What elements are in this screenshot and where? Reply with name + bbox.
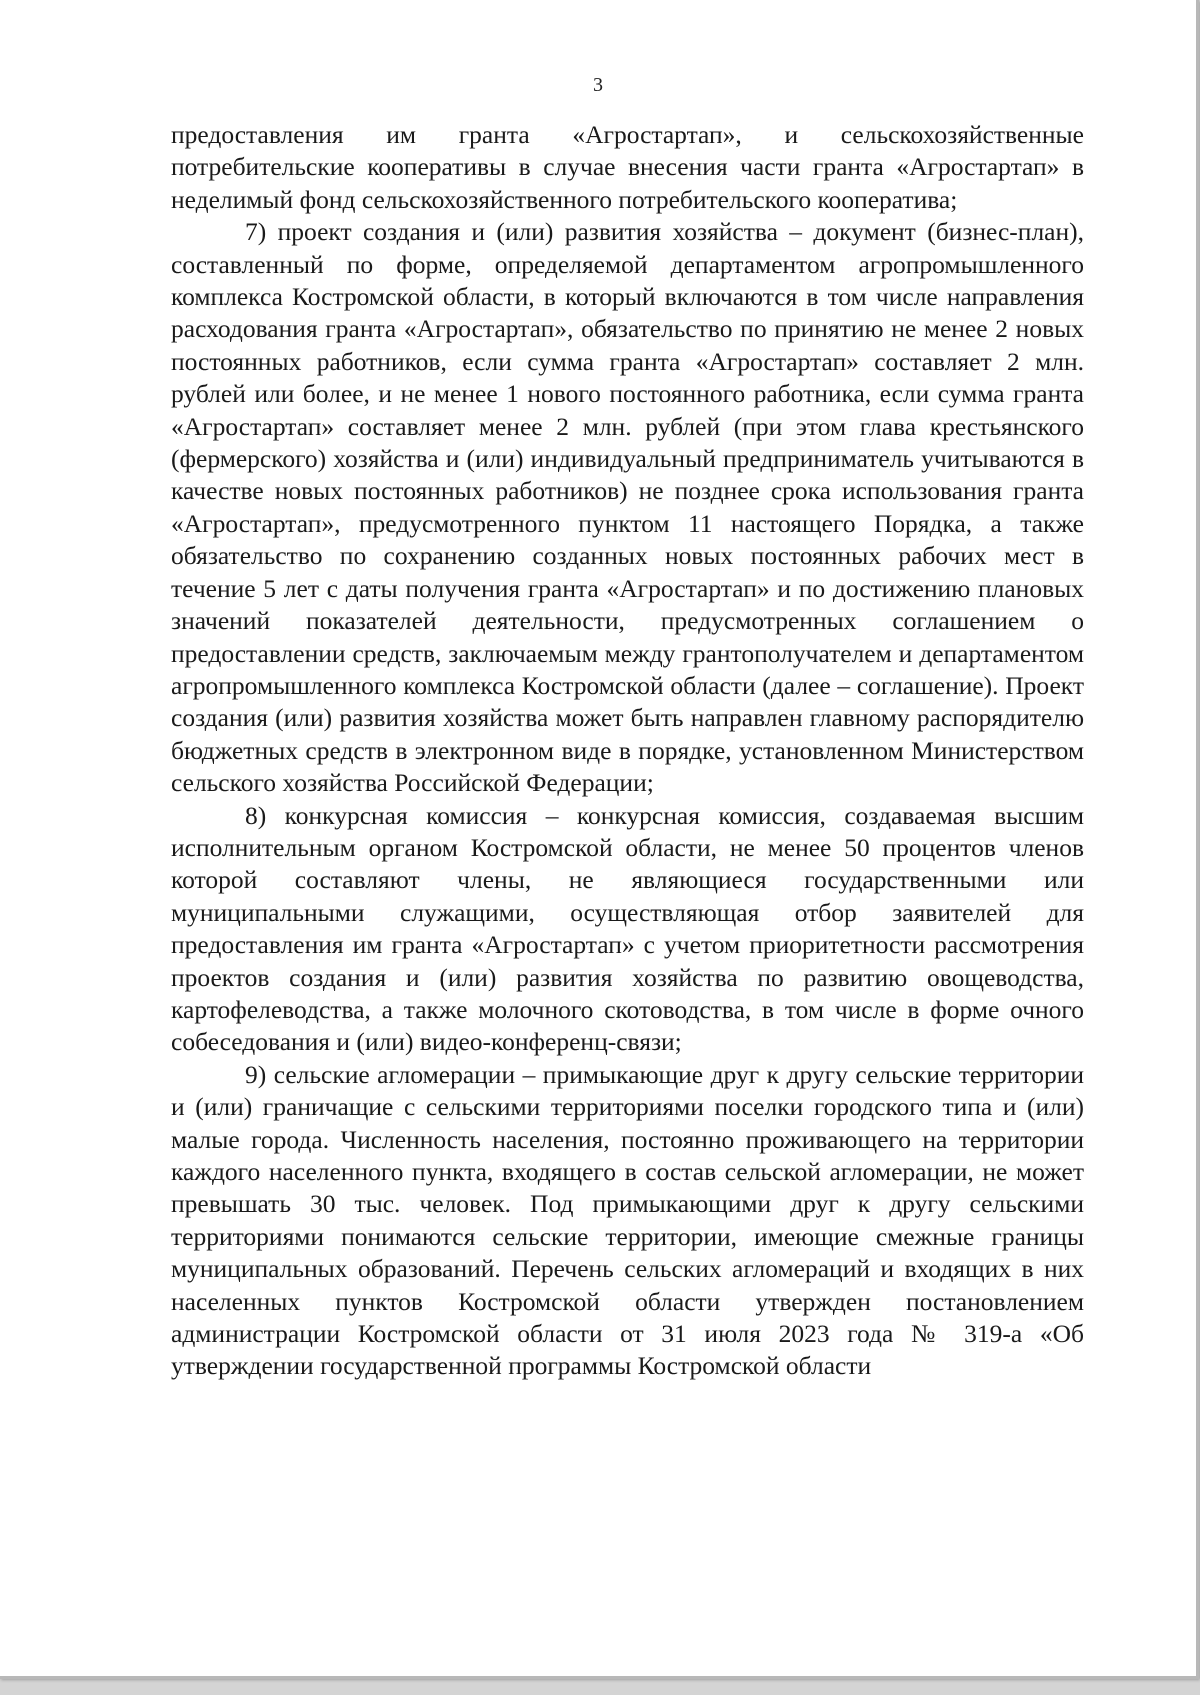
paragraph-item-9: 9) сельские агломерации – примыкающие друг к другу сельские территории и (или) граничащие с сельскими территориями поселки городского типа и (или) малые города. Численность населения, постоянно проживающего на территории каждого населенного пункта, входящего в состав сельской агломерации, не может превышать 30 тыс. человек. Под примыкающими друг к другу сельскими территориями понимаются сельские территории, имеющие смежные границы муниципальных образований. Перечень сельских агломераций и входящих в них населенных пунктов Костромской области утвержден постановлением администрации Костромской области от 31 июля 2023 года № 319-а «Об утверждении государственной программы Костромской области — [171, 1059, 1084, 1381]
paragraph-item-7: 7) проект создания и (или) развития хозяйства – документ (бизнес-план), составленный по форме, определяемой департаментом агропромышленного комплекса Костромской области, в который включаются в том числе направления расходования гранта «Агростартап», обязательство по принятию не менее 2 новых постоянных работников, если сумма гранта «Агростартап» составляет 2 млн. рублей или более, и не менее 1 нового постоянного работника, если сумма гранта «Агростартап» составляет менее 2 млн. рублей (при этом глава крестьянского (фермерского) хозяйства и (или) индивидуальный предприниматель учитываются в качестве новых постоянных работников) не позднее срока использования гранта «Агростартап», предусмотренного пунктом 11 настоящего Порядка, а также обязательство по сохранению созданных новых постоянных рабочих мест в течение 5 лет с даты получения гранта «Агростартап» и по достижению плановых значений показателей деятельности, предусмотренных соглашением о предоставлении средств, заключаемым между грантополучателем и департаментом агропромышленного комплекса Костромской области (далее – соглашение). Проект создания (или) развития хозяйства может быть направлен главному распорядителю бюджетных средств в электронном виде в порядке, установленном Министерством сельского хозяйства Российской Федерации; — [171, 217, 1084, 798]
paragraph-item-8: 8) конкурсная комиссия – конкурсная комиссия, создаваемая высшим исполнительным органом Костромской области, не менее 50 процентов членов которой составляют члены, не являющиеся государственными или муниципальными служащими, осуществляющая отбор заявителей для предоставления им гранта «Агростартап» с учетом приоритетности рассмотрения проектов создания и (или) развития хозяйства по развитию овощеводства, картофелеводства, а также молочного скотоводства, в том числе в форме очного собеседования и (или) видео-конференц-связи; — [171, 800, 1084, 1057]
document-body — [171, 119, 1084, 1383]
page-number: 3 — [593, 74, 603, 96]
paragraph-continuation: предоставления им гранта «Агростартап», и сельскохозяйственные потребительские кооперативы в случае внесения части гранта «Агростартап» в неделимый фонд сельскохозяйственного потребительского кооператива; — [171, 120, 1084, 214]
